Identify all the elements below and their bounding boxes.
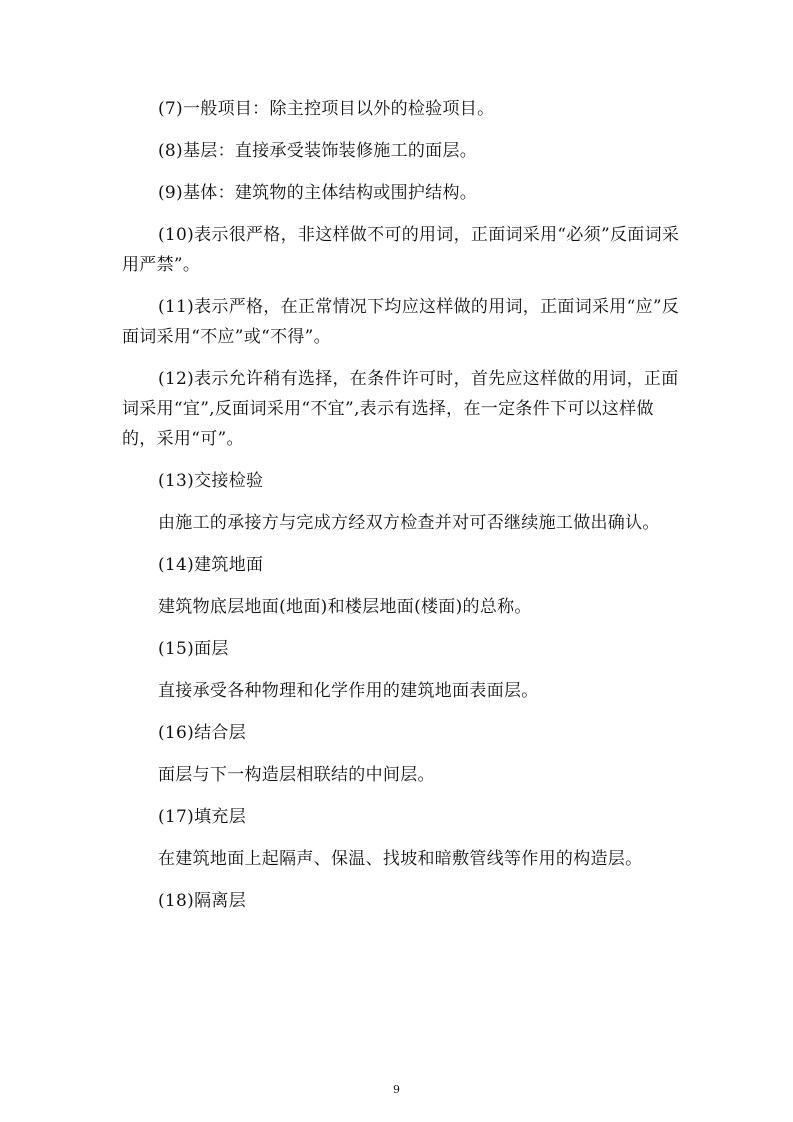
paragraph-9: (9)基体：建筑物的主体结构或围护结构。: [158, 183, 478, 203]
paragraph-11: (11)表示严格，在正常情况下均应这样做的用词，正面词采用“应”反面词采用“不应”或“不得”。: [122, 297, 680, 347]
definition-15: 直接承受各种物理和化学作用的建筑地面表面层。: [158, 681, 539, 701]
page-number: 9: [393, 1083, 400, 1096]
definition-13: 由施工的承接方与完成方经双方检查并对可否继续施工做出确认。: [158, 513, 660, 533]
heading-18: (18)隔离层: [158, 891, 246, 911]
heading-17: (17)填充层: [158, 807, 246, 827]
body-text: [122, 94, 682, 928]
heading-14: (14)建筑地面: [158, 555, 264, 575]
definition-14: 建筑物底层地面(地面)和楼层地面(楼面)的总称。: [158, 597, 532, 617]
paragraph-12: (12)表示允许稍有选择，在条件许可时，首先应这样做的用词，正面词采用“宜”,反面词采用“不宜”,表示有选择，在一定条件下可以这样做的，采用“可”。: [122, 369, 679, 449]
definition-17: 在建筑地面上起隔声、保温、找坡和暗敷管线等作用的构造层。: [158, 849, 643, 869]
heading-13: (13)交接检验: [158, 471, 264, 491]
paragraph-7: (7)一般项目：除主控项目以外的检验项目。: [158, 99, 495, 119]
paragraph-10: (10)表示很严格，非这样做不可的用词，正面词采用“必须”反面词采用严禁”。: [122, 225, 680, 275]
heading-15: (15)面层: [158, 639, 229, 659]
heading-16: (16)结合层: [158, 723, 246, 743]
paragraph-8: (8)基层：直接承受装饰装修施工的面层。: [158, 141, 478, 161]
definition-16: 面层与下一构造层相联结的中间层。: [158, 765, 435, 785]
